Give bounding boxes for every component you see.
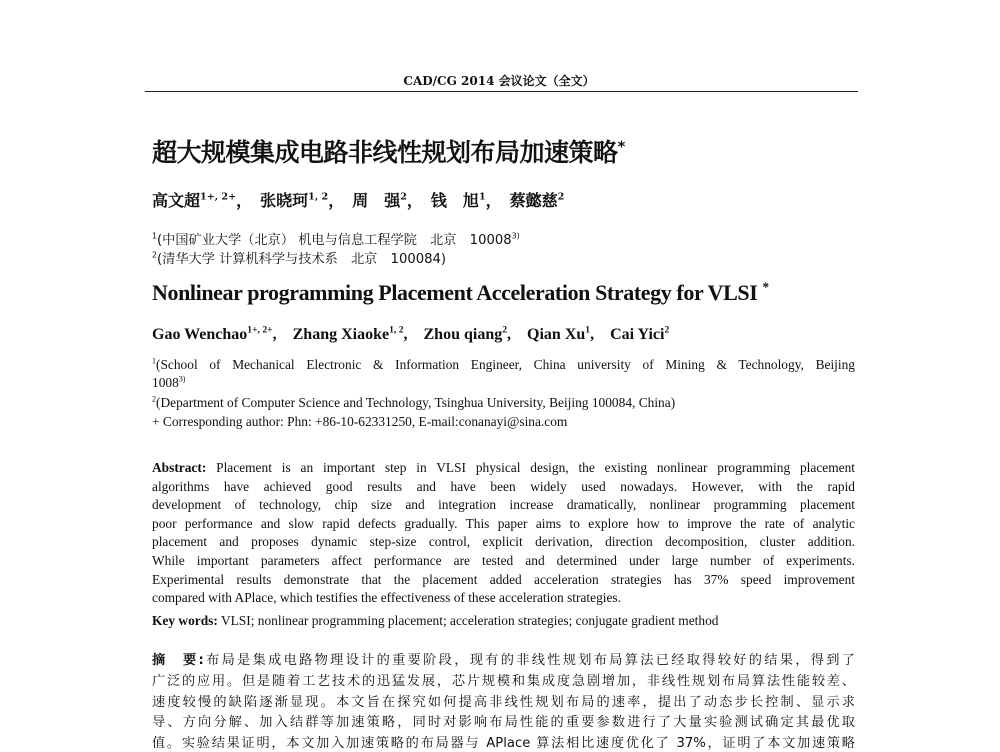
abstract-line xyxy=(152,572,855,588)
abstract-text: compared with APlace, which testifies the effectiveness of these acceleration strategies. xyxy=(152,590,621,606)
chinese-abstract-text: 导、方向分解、加入结群等加速策略，同时对影响布局性能的重要参数进行了大量实验测试确定其最优取 xyxy=(152,715,855,731)
abstract-line xyxy=(152,516,855,532)
affiliation-text: 1008 xyxy=(152,375,179,390)
english-title xyxy=(152,280,855,306)
abstract-text: placement and proposes dynamic step-size control, explicit derivation, direction decomposition, cluster addition. xyxy=(152,534,855,550)
author-separator: , xyxy=(590,326,611,343)
author-separator: , xyxy=(507,326,528,343)
author-name: 蔡懿慈 xyxy=(509,191,558,210)
chinese-abstract-text: 速度较慢的缺陷逐渐显现。本文旨在探究如何提高非线性规划布局的速率，提出了动态步长控制、显示求 xyxy=(152,694,855,710)
author-separator: , xyxy=(272,326,293,343)
author-name: Gao Wenchao xyxy=(152,326,248,343)
author-name: 钱 旭 xyxy=(430,191,479,210)
chinese-abstract-label: 摘 要: xyxy=(152,653,204,668)
author-affiliation-mark: 1, 2 xyxy=(308,191,329,203)
affiliation-text: (中国矿业大学（北京） 机电与信息工程学院 北京 10008 xyxy=(157,233,512,248)
author-affiliation-mark: 1+, 2+ xyxy=(247,324,273,336)
chinese-affiliation-1 xyxy=(152,229,855,248)
author-affiliation-mark: 2 xyxy=(502,324,508,336)
abstract-text: Placement is an important step in VLSI physical design, the existing nonlinear programming placement xyxy=(216,460,855,475)
abstract-text: While important parameters affect performance are tested and determined under large number of experiments. xyxy=(152,553,855,568)
affiliation-text: (School of Mechanical Electronic & Information Engineer, China university of Mining & Technology, Beijing xyxy=(156,357,855,372)
affiliation-tail: 3) xyxy=(178,374,186,384)
abstract-text: poor performance and slow rapid defects gradually. This paper aims to explore how to improve the rate of analytic xyxy=(152,515,855,531)
author-separator: ， xyxy=(328,191,353,210)
english-affiliation-1 xyxy=(152,357,855,373)
author-affiliation-mark: 1 xyxy=(478,191,486,203)
author-separator: ， xyxy=(406,191,431,210)
author-name: Zhou qiang xyxy=(423,326,503,343)
abstract-text: Experimental results demonstrate that the placement added acceleration strategies has 37% speed improvement xyxy=(152,571,855,587)
chinese-abstract-text: 布局是集成电路物理设计的重要阶段，现有的非线性规划布局算法已经取得较好的结果，得到了 xyxy=(203,653,855,668)
chinese-affiliation-2 xyxy=(152,248,855,267)
affiliation-text: (清华大学 计算机科学与技术系 北京 100084) xyxy=(157,252,447,267)
affiliation-tail: 3) xyxy=(511,231,520,241)
author-name: 高文超 xyxy=(152,191,201,210)
affiliation-mark: 2 xyxy=(152,394,157,404)
author-name: 张晓珂 xyxy=(260,191,309,210)
author-affiliation-mark: 2 xyxy=(664,324,670,336)
chinese-title-text: 超大规模集成电路非线性规划布局加速策略 xyxy=(152,138,618,167)
abstract-line xyxy=(152,460,855,476)
header-rule xyxy=(145,91,858,92)
author-affiliation-mark: 1, 2 xyxy=(389,324,404,336)
title-footnote-mark: * xyxy=(762,279,769,295)
chinese-abstract-text: 值。实验结果证明，本文加入加速策略的布局器与 APlace 算法相比速度优化了 37%，证明了本文加速策略 xyxy=(152,736,855,752)
author-affiliation-mark: 2 xyxy=(557,191,565,203)
chinese-abstract-text: 广泛的应用。但是随着工艺技术的迅猛发展，芯片规模和集成度急剧增加，非线性规划布局算法性能较差、 xyxy=(152,673,855,689)
author-separator: , xyxy=(403,326,424,343)
affiliation-text: (Department of Computer Science and Technology, Tsinghua University, Beijing 100084, China) xyxy=(156,395,676,410)
author-affiliation-mark: 1 xyxy=(585,324,591,336)
abstract-text: algorithms have achieved good results and have been widely used nowadays. However, with the rapid xyxy=(152,478,855,494)
running-header: CAD/CG 2014 会议论文（全文） xyxy=(403,74,595,88)
keywords-label: Key words: xyxy=(152,613,218,628)
author-separator: ， xyxy=(236,191,261,210)
author-name: Qian Xu xyxy=(527,326,586,343)
chinese-title xyxy=(152,133,855,169)
affiliation-mark: 2 xyxy=(152,250,158,260)
affiliation-mark: 1 xyxy=(152,356,157,366)
author-separator: ， xyxy=(485,191,510,210)
english-title-text: Nonlinear programming Placement Acceleration Strategy for VLSI xyxy=(152,280,758,305)
author-name: 周 强 xyxy=(352,191,401,210)
keywords-text: VLSI; nonlinear programming placement; acceleration strategies; conjugate gradient method xyxy=(220,613,719,628)
english-affiliation-2 xyxy=(152,395,855,411)
author-affiliation-mark: 1+, 2+ xyxy=(200,191,237,203)
abstract-line xyxy=(152,590,855,606)
chinese-authors xyxy=(152,188,855,211)
chinese-abstract-line xyxy=(152,715,855,731)
abstract-text: development of technology, chip size and integration increase dramatically, nonlinear programming placement xyxy=(152,497,855,513)
abstract-line xyxy=(152,534,855,550)
chinese-abstract-line xyxy=(152,736,855,752)
abstract-label: Abstract: xyxy=(152,460,207,475)
affiliation-mark: 1 xyxy=(152,231,158,241)
corresponding-author: + Corresponding author: Phn: +86-10-62331250, E-mail:conanayi@sina.com xyxy=(152,414,568,429)
abstract-line xyxy=(152,497,855,513)
abstract-line xyxy=(152,479,855,495)
abstract-line xyxy=(152,553,855,569)
keywords xyxy=(152,613,855,629)
chinese-abstract-line xyxy=(152,674,855,690)
title-footnote-mark: * xyxy=(617,137,625,156)
chinese-abstract-line xyxy=(152,695,855,711)
english-affiliation-1-cont xyxy=(152,375,855,391)
chinese-abstract-line xyxy=(152,653,855,669)
author-affiliation-mark: 2 xyxy=(400,191,407,203)
english-authors xyxy=(152,321,855,344)
author-name: Cai Yici xyxy=(610,326,665,343)
author-name: Zhang Xiaoke xyxy=(292,326,390,343)
